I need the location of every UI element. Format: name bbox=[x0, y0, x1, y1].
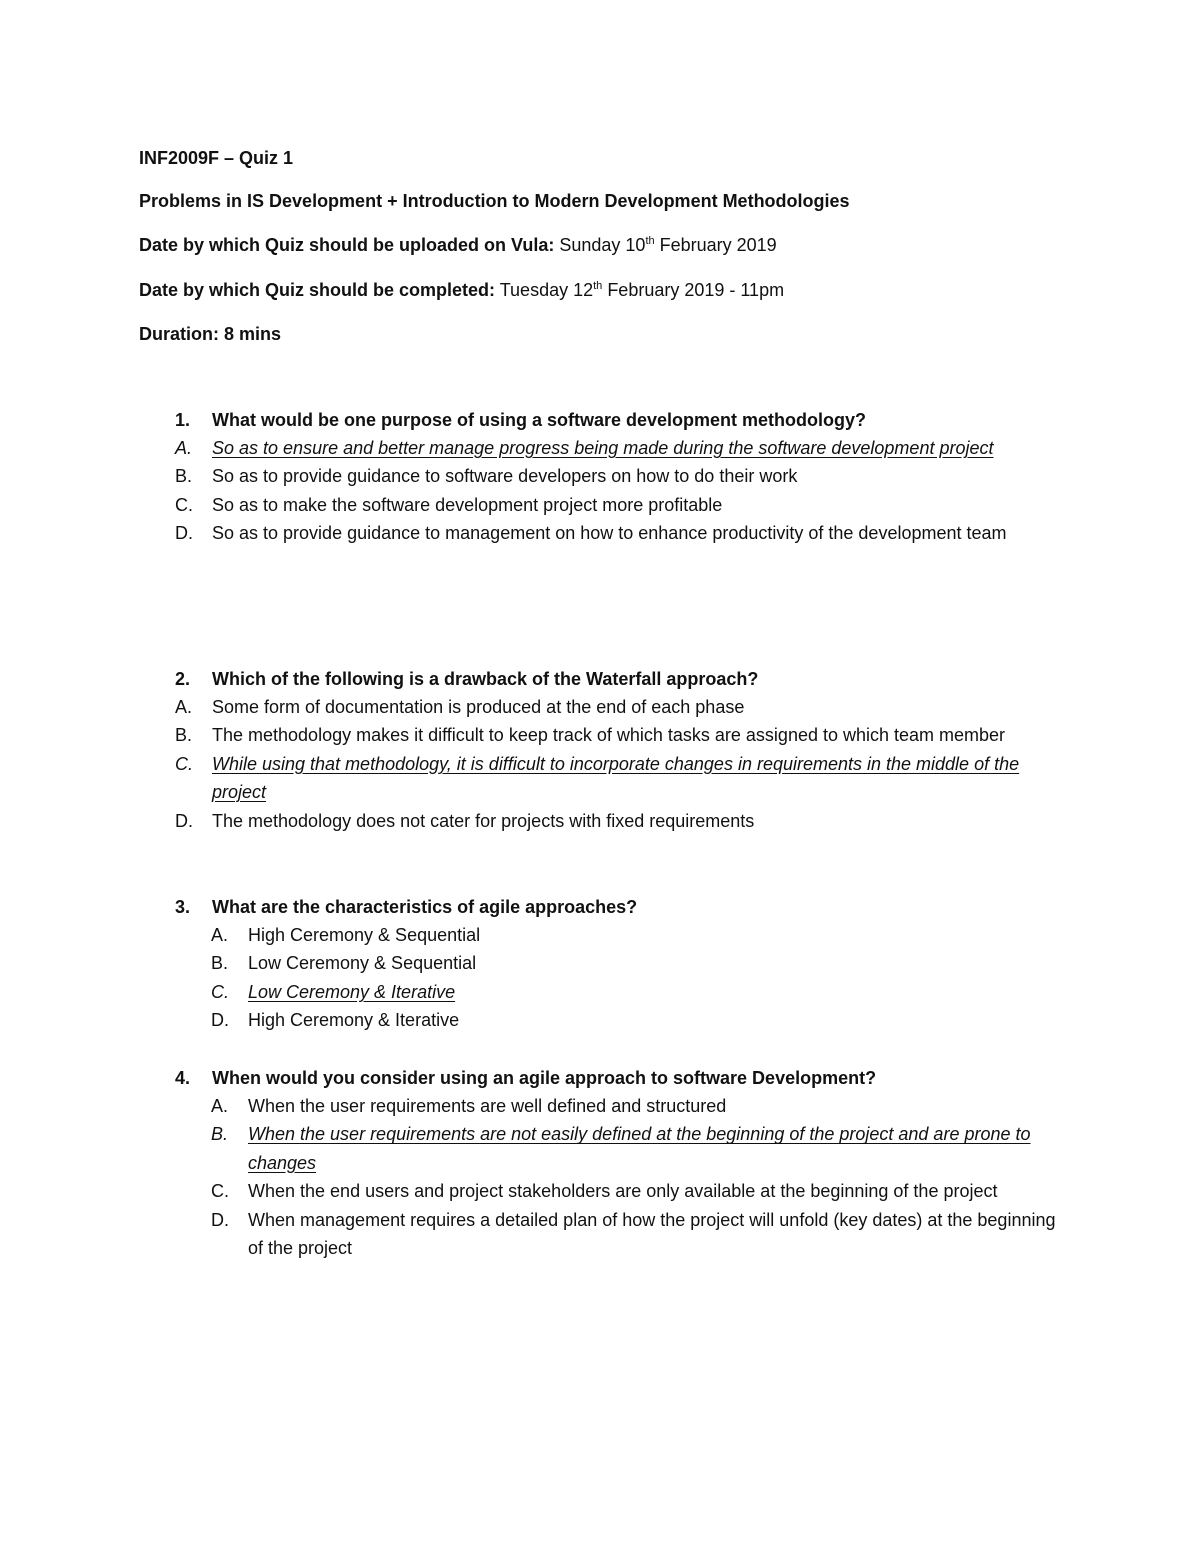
question-4 bbox=[175, 1064, 1075, 1262]
upload-date-value: Sunday 10th February 2019 bbox=[554, 235, 777, 255]
complete-date-line bbox=[139, 278, 784, 302]
option-text: So as to make the software development project more profitable bbox=[212, 494, 723, 515]
option-letter: C. bbox=[211, 981, 229, 1002]
option-letter: D. bbox=[175, 523, 193, 544]
option-letter: C. bbox=[211, 1181, 229, 1202]
answer-option bbox=[175, 462, 1075, 490]
answer-option bbox=[211, 1092, 1075, 1120]
option-letter: D. bbox=[211, 1010, 229, 1031]
answer-option bbox=[211, 921, 1075, 949]
question-text: When would you consider using an agile approach to software Development? bbox=[212, 1068, 877, 1088]
question-prompt bbox=[175, 665, 1075, 693]
question-3 bbox=[175, 893, 1075, 1035]
answer-option bbox=[175, 519, 1055, 547]
answer-option bbox=[211, 1120, 1051, 1177]
option-text: When the user requirements are well defined and structured bbox=[248, 1096, 727, 1116]
option-text: Some form of documentation is produced at the end of each phase bbox=[212, 697, 745, 717]
complete-date-value: Tuesday 12th February 2019 - 11pm bbox=[495, 280, 785, 300]
question-prompt bbox=[175, 893, 1075, 921]
upload-date-label: Date by which Quiz should be uploaded on Vula: bbox=[139, 235, 555, 255]
answer-option bbox=[211, 1006, 1075, 1034]
option-letter: A. bbox=[175, 697, 193, 717]
question-number: 2. bbox=[175, 669, 191, 689]
option-text: When the end users and project stakeholders are only available at the beginning of the project bbox=[248, 1181, 998, 1202]
question-prompt bbox=[175, 406, 1075, 434]
option-text: So as to provide guidance to management on how to enhance productivity of the development team bbox=[212, 523, 1007, 544]
answer-option bbox=[175, 434, 1011, 462]
upload-date-line bbox=[139, 233, 777, 257]
option-text: The methodology makes it difficult to keep track of which tasks are assigned to which team member bbox=[212, 725, 1006, 746]
option-text: While using that methodology, it is difficult to incorporate changes in requirements in the middle of the project bbox=[212, 753, 1020, 803]
answer-option bbox=[175, 807, 1075, 835]
answer-option bbox=[175, 491, 1075, 519]
option-letter: B. bbox=[175, 725, 193, 746]
quiz-title: INF2009F – Quiz 1 bbox=[139, 148, 294, 168]
question-number: 4. bbox=[175, 1068, 191, 1088]
question-text: What would be one purpose of using a software development methodology? bbox=[212, 410, 867, 430]
question-text: What are the characteristics of agile approaches? bbox=[212, 897, 638, 917]
option-text: High Ceremony & Iterative bbox=[248, 1010, 460, 1031]
option-text: When the user requirements are not easily defined at the beginning of the project and are prone to changes bbox=[248, 1124, 1031, 1173]
answer-option bbox=[211, 1206, 1056, 1263]
question-text: Which of the following is a drawback of the Waterfall approach? bbox=[212, 669, 759, 689]
question-2 bbox=[175, 665, 1075, 835]
option-text: The methodology does not cater for projects with fixed requirements bbox=[212, 810, 755, 831]
option-text: When management requires a detailed plan of how the project will unfold (key dates) at the beginning of the project bbox=[248, 1209, 1056, 1259]
answer-option bbox=[175, 693, 1075, 721]
option-text: So as to ensure and better manage progress being made during the software development project bbox=[212, 438, 994, 458]
question-1 bbox=[175, 406, 1075, 548]
answer-option bbox=[211, 978, 1075, 1006]
question-number: 1. bbox=[175, 410, 191, 430]
option-letter: C. bbox=[175, 753, 193, 774]
option-letter: A. bbox=[211, 925, 229, 945]
option-text: So as to provide guidance to software developers on how to do their work bbox=[212, 466, 798, 487]
option-text: Low Ceremony & Iterative bbox=[248, 981, 456, 1002]
duration: Duration: 8 mins bbox=[139, 324, 282, 344]
question-number: 3. bbox=[175, 897, 191, 917]
answer-option bbox=[211, 949, 1075, 977]
option-text: Low Ceremony & Sequential bbox=[248, 953, 477, 974]
option-text: High Ceremony & Sequential bbox=[248, 925, 481, 945]
answer-option bbox=[211, 1177, 1051, 1205]
option-letter: B. bbox=[175, 466, 193, 487]
question-prompt bbox=[175, 1064, 1075, 1092]
option-letter: D. bbox=[175, 810, 193, 831]
option-letter: B. bbox=[211, 953, 229, 974]
complete-date-label: Date by which Quiz should be completed: bbox=[139, 280, 496, 300]
option-letter: A. bbox=[211, 1096, 229, 1116]
answer-option bbox=[175, 721, 1015, 749]
answer-option bbox=[175, 750, 1065, 807]
option-letter: A. bbox=[175, 438, 193, 458]
option-letter: C. bbox=[175, 494, 193, 515]
quiz-subtitle: Problems in IS Development + Introduction to Modern Development Methodologies bbox=[139, 191, 850, 211]
option-letter: D. bbox=[211, 1209, 229, 1230]
option-letter: B. bbox=[211, 1124, 229, 1145]
